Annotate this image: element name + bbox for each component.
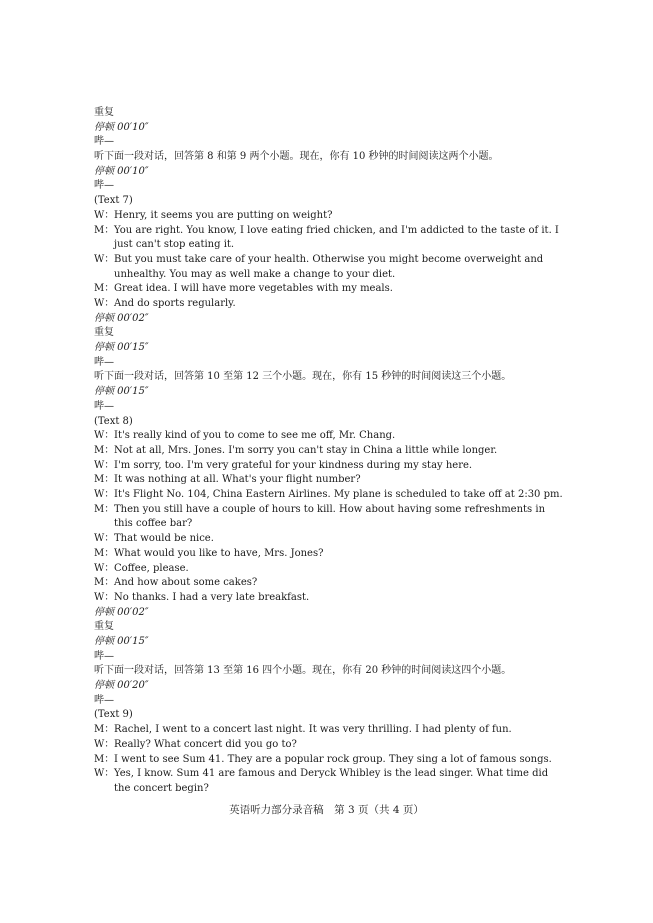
transcript-line: 听下面一段对话，回答第 10 至第 12 三个小题。现在，你有 15 秒钟的时间阅读这三个小题。: [94, 371, 512, 383]
transcript-line: 哔—: [94, 400, 114, 412]
dialogue-line: [94, 723, 564, 738]
dialogue-text: Then you still have a couple of hours to kill. How about having some refreshments in this coffee bar?: [114, 503, 546, 530]
speaker-label: W：: [94, 768, 115, 780]
dialogue-line: [94, 444, 564, 459]
dialogue-text: Henry, it seems you are putting on weight?: [114, 209, 333, 221]
dialogue-line: [94, 282, 564, 297]
dialogue-line: [94, 429, 564, 444]
dialogue-line: [94, 767, 564, 796]
dialogue-line: [94, 503, 564, 532]
pause-marker: 停顿 00′20″: [94, 680, 149, 692]
speaker-label: W：: [94, 738, 115, 750]
dialogue-text: Rachel, I went to a concert last night. It was very thrilling. I had plenty of fun.: [114, 724, 512, 736]
dialogue-text: I'm sorry, too. I'm very grateful for your kindness during my stay here.: [114, 459, 473, 471]
dialogue-text: But you must take care of your health. Otherwise you might become overweight and unhealthy. You may as well make a change to your diet.: [114, 253, 544, 280]
speaker-label: M：: [94, 224, 115, 236]
transcript-line: 重复: [94, 107, 114, 118]
speaker-label: M：: [94, 474, 115, 486]
speaker-label: W：: [94, 489, 115, 501]
dialogue-line: [94, 738, 564, 753]
dialogue-line: [94, 488, 564, 503]
dialogue-text: No thanks. I had a very late breakfast.: [114, 591, 310, 603]
transcript-line: 哔—: [94, 694, 114, 706]
transcript-line: (Text 7): [94, 195, 133, 207]
dialogue-line: [94, 591, 564, 606]
dialogue-line: [94, 473, 564, 488]
speaker-label: W：: [94, 591, 115, 603]
dialogue-line: [94, 253, 564, 282]
speaker-label: M：: [94, 724, 115, 736]
dialogue-line: [94, 532, 564, 547]
pause-marker: 停顿 00′02″: [94, 606, 149, 618]
dialogue-text: It's really kind of you to come to see me off, Mr. Chang.: [114, 430, 396, 442]
dialogue-line: [94, 562, 564, 577]
transcript-line: 哔—: [94, 650, 114, 662]
dialogue-text: Really? What concert did you go to?: [114, 738, 297, 750]
pause-marker: 停顿 00′10″: [94, 165, 149, 177]
pause-marker: 停顿 00′10″: [94, 121, 149, 133]
dialogue-line: [94, 209, 564, 224]
speaker-label: W：: [94, 562, 115, 574]
transcript-line: 重复: [94, 327, 114, 339]
dialogue-line: [94, 753, 564, 768]
dialogue-line: [94, 224, 564, 253]
dialogue-text: What would you like to have, Mrs. Jones?: [114, 547, 324, 559]
dialogue-text: It was nothing at all. What's your flight number?: [114, 474, 361, 486]
transcript-body: [94, 106, 564, 797]
dialogue-text: Great idea. I will have more vegetables with my meals.: [114, 283, 393, 295]
speaker-label: M：: [94, 503, 115, 515]
transcript-line: 听下面一段对话，回答第 13 至第 16 四个小题。现在，你有 20 秒钟的时间阅读这四个小题。: [94, 665, 512, 677]
pause-marker: 停顿 00′15″: [94, 386, 149, 398]
speaker-label: W：: [94, 430, 115, 442]
dialogue-line: [94, 576, 564, 591]
pause-marker: 停顿 00′02″: [94, 312, 149, 324]
speaker-label: M：: [94, 577, 115, 589]
transcript-line: 哔—: [94, 356, 114, 368]
pause-marker: 停顿 00′15″: [94, 342, 149, 354]
pause-marker: 停顿 00′15″: [94, 636, 149, 648]
dialogue-text: I went to see Sum 41. They are a popular rock group. They sing a lot of famous songs.: [114, 753, 552, 765]
dialogue-text: That would be nice.: [114, 533, 214, 545]
speaker-label: M：: [94, 283, 115, 295]
speaker-label: W：: [94, 209, 115, 221]
transcript-line: 哔—: [94, 136, 114, 148]
transcript-line: 重复: [94, 621, 114, 633]
transcript-line: 哔—: [94, 180, 114, 192]
speaker-label: W：: [94, 253, 115, 265]
dialogue-line: [94, 297, 564, 312]
dialogue-line: [94, 547, 564, 562]
dialogue-text: And do sports regularly.: [114, 298, 236, 310]
dialogue-text: Not at all, Mrs. Jones. I'm sorry you can't stay in China a little while longer.: [114, 444, 498, 456]
transcript-line: 听下面一段对话，回答第 8 和第 9 两个小题。现在，你有 10 秒钟的时间阅读这两个小题。: [94, 151, 499, 163]
speaker-label: M：: [94, 547, 115, 559]
speaker-label: M：: [94, 753, 115, 765]
transcript-line: (Text 8): [94, 415, 133, 427]
dialogue-text: Coffee, please.: [114, 562, 189, 574]
speaker-label: W：: [94, 459, 115, 471]
page-footer: 英语听力部分录音稿 第 3 页（共 4 页）: [229, 804, 424, 816]
transcript-line: (Text 9): [94, 709, 133, 721]
speaker-label: W：: [94, 533, 115, 545]
dialogue-text: You are right. You know, I love eating fried chicken, and I'm addicted to the taste of it. I just can't stop eating it.: [114, 224, 559, 251]
speaker-label: W：: [94, 298, 115, 310]
dialogue-text: And how about some cakes?: [114, 577, 258, 589]
dialogue-text: Yes, I know. Sum 41 are famous and Deryck Whibley is the lead singer. What time did the concert begin?: [114, 768, 549, 794]
dialogue-line: [94, 459, 564, 474]
speaker-label: M：: [94, 444, 115, 456]
dialogue-text: It's Flight No. 104, China Eastern Airlines. My plane is scheduled to take off at 2:30 pm.: [114, 489, 563, 501]
